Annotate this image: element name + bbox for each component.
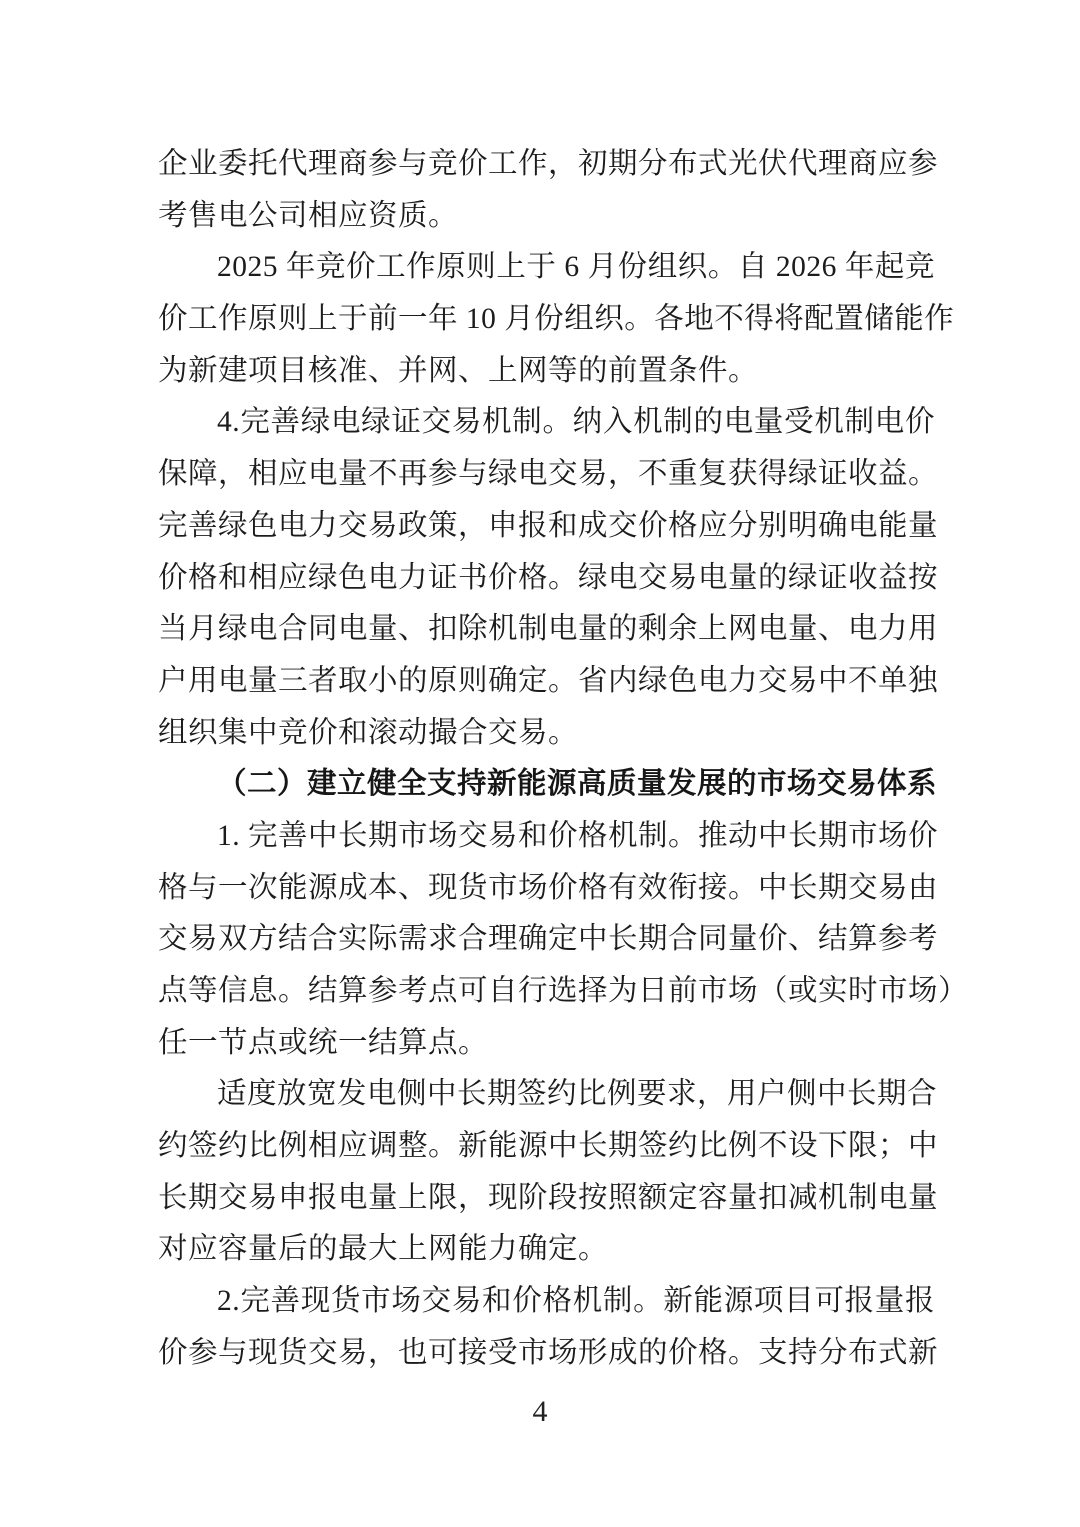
- document-line: 任一节点或统一结算点。: [158, 1026, 489, 1059]
- document-line: 4.完善绿电绿证交易机制。纳入机制的电量受机制电价: [217, 406, 935, 439]
- document-line: 2025 年竞价工作原则上于 6 月份组织。自 2026 年起竞: [217, 251, 935, 284]
- document-line: 当月绿电合同电量、扣除机制电量的剩余上网电量、电力用: [158, 613, 939, 646]
- section-heading: （二）建立健全支持新能源高质量发展的市场交易体系: [217, 768, 938, 801]
- document-line: 格与一次能源成本、现货市场价格有效衔接。中长期交易由: [158, 871, 939, 904]
- document-line: 考售电公司相应资质。: [158, 199, 459, 232]
- document-line: 交易双方结合实际需求合理确定中长期合同量价、结算参考: [158, 923, 939, 956]
- document-line: 完善绿色电力交易政策，申报和成交价格应分别明确电能量: [158, 509, 939, 542]
- document-line: 为新建项目核准、并网、上网等的前置条件。: [158, 354, 759, 387]
- document-line: 组织集中竞价和滚动撮合交易。: [158, 716, 579, 749]
- page-number: 4: [532, 1395, 548, 1428]
- document-line: 2.完善现货市场交易和价格机制。新能源项目可报量报: [217, 1285, 935, 1318]
- document-line: 价参与现货交易，也可接受市场形成的价格。支持分布式新: [158, 1336, 939, 1369]
- document-line: 长期交易申报电量上限，现阶段按照额定容量扣减机制电量: [158, 1181, 939, 1214]
- document-line: 价工作原则上于前一年 10 月份组织。各地不得将配置储能作: [158, 303, 955, 336]
- document-line: 价格和相应绿色电力证书价格。绿电交易电量的绿证收益按: [158, 561, 939, 594]
- document-line: 1. 完善中长期市场交易和价格机制。推动中长期市场价: [217, 819, 939, 852]
- document-line: 户用电量三者取小的原则确定。省内绿色电力交易中不单独: [158, 664, 939, 697]
- document-line: 保障，相应电量不再参与绿电交易，不重复获得绿证收益。: [158, 458, 939, 491]
- document-line: 约签约比例相应调整。新能源中长期签约比例不设下限；中: [158, 1130, 939, 1163]
- page-content: [158, 139, 969, 1380]
- document-line: 点等信息。结算参考点可自行选择为日前市场（或实时市场）: [158, 975, 969, 1007]
- document-line: 对应容量后的最大上网能力确定。: [158, 1233, 609, 1266]
- document-line: 企业委托代理商参与竞价工作，初期分布式光伏代理商应参: [158, 148, 939, 180]
- document-line: 适度放宽发电侧中长期签约比例要求，用户侧中长期合: [217, 1078, 938, 1111]
